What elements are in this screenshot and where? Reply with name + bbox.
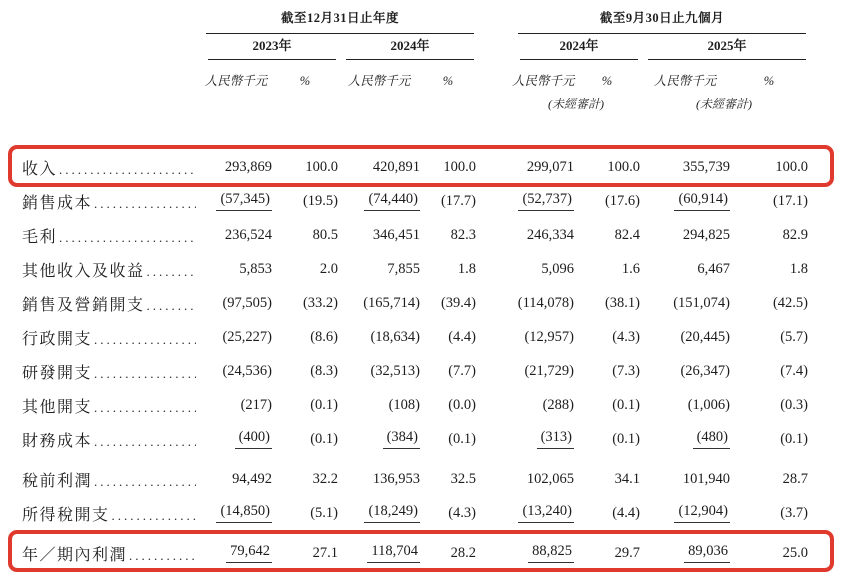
percent-value: 100.0: [607, 158, 640, 175]
percent-value: 82.4: [614, 226, 640, 243]
percent-value: (0.1): [612, 396, 640, 413]
amount-value: 7,855: [387, 260, 420, 277]
amount-value: (52,737): [512, 191, 574, 211]
year-header-2023: 2023年: [200, 35, 338, 65]
amount-value: (13,240): [512, 503, 574, 523]
percent-value: 34.1: [614, 470, 640, 487]
amount-value: (151,074): [673, 294, 730, 311]
percent-value: (0.1): [310, 430, 338, 447]
dot-leader: [92, 332, 196, 348]
row-label: [0, 292, 200, 315]
amount-value: 94,492: [232, 470, 272, 487]
percent-value: (8.6): [310, 328, 338, 345]
percent-value: 2.0: [319, 260, 338, 277]
percent-header: %: [442, 74, 454, 88]
row-label-text: 銷售成本: [22, 194, 93, 212]
table-row: [0, 286, 808, 320]
percent-value: (3.7): [780, 504, 808, 521]
percent-value: 82.3: [450, 226, 476, 243]
amount-value: 355,739: [682, 158, 730, 175]
amount-value: 79,642: [200, 543, 272, 563]
percent-value: 80.5: [312, 226, 338, 243]
row-label-text: 其他收入及收益: [22, 262, 145, 280]
percent-value: (0.1): [448, 430, 476, 447]
period-header-nine-months: [512, 8, 808, 34]
row-label: [0, 224, 200, 247]
year-header-row: [0, 34, 808, 65]
percent-value: (4.3): [448, 504, 476, 521]
row-label-text: 財務成本: [22, 432, 93, 450]
table-row: [0, 536, 808, 570]
period-header-row: [0, 0, 808, 34]
percent-value: (19.5): [302, 192, 338, 209]
percent-value: (0.1): [612, 430, 640, 447]
row-label: [0, 394, 200, 417]
dot-leader: [110, 508, 196, 524]
percent-value: (4.3): [612, 328, 640, 345]
amount-value: (18,249): [338, 503, 420, 523]
unit-header: 人民幣千元: [347, 74, 411, 88]
percent-value: 25.0: [782, 544, 808, 561]
amount-value: (24,536): [222, 362, 272, 379]
percent-value: (7.7): [448, 362, 476, 379]
row-label: [0, 428, 200, 451]
percent-value: (4.4): [612, 504, 640, 521]
percent-header: %: [763, 74, 775, 88]
table-row: [0, 184, 808, 218]
dot-leader: [145, 298, 196, 314]
percent-value: (4.4): [448, 328, 476, 345]
percent-value: 100.0: [443, 158, 476, 175]
period-header-nine-months-label: 截至9月30日止九個月: [518, 8, 806, 34]
amount-value: (288): [542, 396, 574, 413]
percent-header: %: [601, 74, 613, 88]
table-body: [0, 150, 808, 570]
percent-value: (0.1): [780, 430, 808, 447]
amount-value: (480): [640, 429, 730, 449]
table-row: [0, 150, 808, 184]
amount-value: 246,334: [526, 226, 574, 243]
percent-value: (17.7): [440, 192, 476, 209]
percent-value: (0.3): [780, 396, 808, 413]
amount-value: (14,850): [200, 503, 272, 523]
amount-value: (217): [240, 396, 272, 413]
row-label-text: 研發開支: [22, 364, 93, 382]
percent-value: (39.4): [440, 294, 476, 311]
percent-value: 1.6: [621, 260, 640, 277]
amount-value: (108): [388, 396, 420, 413]
percent-value: 32.5: [450, 470, 476, 487]
unaudited-note-row: [0, 93, 808, 115]
dot-leader: [145, 264, 196, 280]
percent-value: (8.3): [310, 362, 338, 379]
amount-value: (114,078): [517, 294, 574, 311]
amount-value: (74,440): [338, 191, 420, 211]
amount-value: (60,914): [640, 191, 730, 211]
row-label: [0, 468, 200, 491]
dot-leader: [92, 366, 196, 382]
amount-value: 6,467: [697, 260, 730, 277]
row-label: [0, 326, 200, 349]
amount-value: 420,891: [372, 158, 420, 175]
unaudited-note: (未經審計): [696, 97, 752, 111]
table-row: [0, 462, 808, 496]
percent-value: (0.0): [448, 396, 476, 413]
dot-leader: [92, 474, 196, 490]
row-label: [0, 190, 200, 213]
table-row: [0, 496, 808, 530]
amount-value: (18,634): [370, 328, 420, 345]
percent-value: 32.2: [312, 470, 338, 487]
unit-header: 人民幣千元: [204, 74, 268, 88]
percent-value: (17.6): [604, 192, 640, 209]
amount-value: (21,729): [524, 362, 574, 379]
amount-value: 299,071: [526, 158, 574, 175]
period-header-annual: [200, 8, 476, 34]
amount-value: (165,714): [363, 294, 420, 311]
amount-value: (12,957): [524, 328, 574, 345]
amount-value: 5,853: [239, 260, 272, 277]
percent-value: (33.2): [302, 294, 338, 311]
row-label-text: 稅前利潤: [22, 472, 93, 490]
dot-leader: [127, 548, 196, 564]
dot-leader: [92, 400, 196, 416]
row-label-text: 銷售及營銷開支: [22, 296, 145, 314]
amount-value: (20,445): [680, 328, 730, 345]
row-label: [0, 542, 200, 565]
amount-value: 294,825: [682, 226, 730, 243]
row-label: [0, 502, 200, 525]
year-header-2024-9m: 2024年: [512, 35, 640, 65]
amount-value: 236,524: [224, 226, 272, 243]
row-label-text: 行政開支: [22, 330, 93, 348]
amount-value: (32,513): [370, 362, 420, 379]
table-row: [0, 252, 808, 286]
percent-value: 1.8: [457, 260, 476, 277]
table-row: [0, 320, 808, 354]
unaudited-note: (未經審計): [548, 97, 604, 111]
amount-value: (97,505): [222, 294, 272, 311]
amount-value: 89,036: [640, 543, 730, 563]
row-label-text: 毛利: [22, 228, 58, 246]
percent-value: (5.7): [780, 328, 808, 345]
percent-value: (5.1): [310, 504, 338, 521]
percent-value: 100.0: [775, 158, 808, 175]
row-label-text: 其他開支: [22, 398, 93, 416]
year-header-2024: 2024年: [338, 35, 476, 65]
percent-value: 100.0: [305, 158, 338, 175]
dot-leader: [57, 162, 196, 178]
percent-value: (42.5): [772, 294, 808, 311]
percent-value: 1.8: [789, 260, 808, 277]
row-label: [0, 156, 200, 179]
amount-value: (57,345): [200, 191, 272, 211]
row-label-text: 收入: [22, 160, 58, 178]
table-row: [0, 422, 808, 456]
row-label: [0, 360, 200, 383]
row-label: [0, 258, 200, 281]
percent-value: (7.4): [780, 362, 808, 379]
amount-value: 346,451: [372, 226, 420, 243]
percent-value: 29.7: [614, 544, 640, 561]
period-header-annual-label: 截至12月31日止年度: [206, 8, 474, 34]
percent-value: 27.1: [312, 544, 338, 561]
row-label-text: 所得稅開支: [22, 506, 110, 524]
dot-leader: [92, 196, 196, 212]
percent-value: 28.2: [450, 544, 476, 561]
year-header-2025-9m: 2025年: [640, 35, 808, 65]
unit-header-row: [0, 65, 808, 93]
amount-value: 101,940: [682, 470, 730, 487]
amount-value: 88,825: [512, 543, 574, 563]
percent-value: (7.3): [612, 362, 640, 379]
amount-value: 102,065: [526, 470, 574, 487]
amount-value: (313): [512, 429, 574, 449]
percent-value: 82.9: [782, 226, 808, 243]
percent-value: (17.1): [772, 192, 808, 209]
amount-value: (1,006): [687, 396, 730, 413]
row-label-text: 年／期內利潤: [22, 546, 128, 564]
percent-value: (0.1): [310, 396, 338, 413]
amount-value: 136,953: [372, 470, 420, 487]
dot-leader: [92, 434, 196, 450]
table-row: [0, 354, 808, 388]
amount-value: (26,347): [680, 362, 730, 379]
amount-value: 118,704: [338, 543, 420, 563]
unit-header: 人民幣千元: [512, 74, 575, 88]
amount-value: (384): [338, 429, 420, 449]
unit-header: 人民幣千元: [653, 74, 717, 88]
percent-value: (38.1): [604, 294, 640, 311]
amount-value: 5,096: [541, 260, 574, 277]
amount-value: 293,869: [224, 158, 272, 175]
dot-leader: [57, 230, 196, 246]
percent-header: %: [299, 74, 311, 88]
amount-value: (25,227): [222, 328, 272, 345]
table-row: [0, 388, 808, 422]
percent-value: 28.7: [782, 470, 808, 487]
amount-value: (12,904): [640, 503, 730, 523]
table-row: [0, 218, 808, 252]
amount-value: (400): [200, 429, 272, 449]
